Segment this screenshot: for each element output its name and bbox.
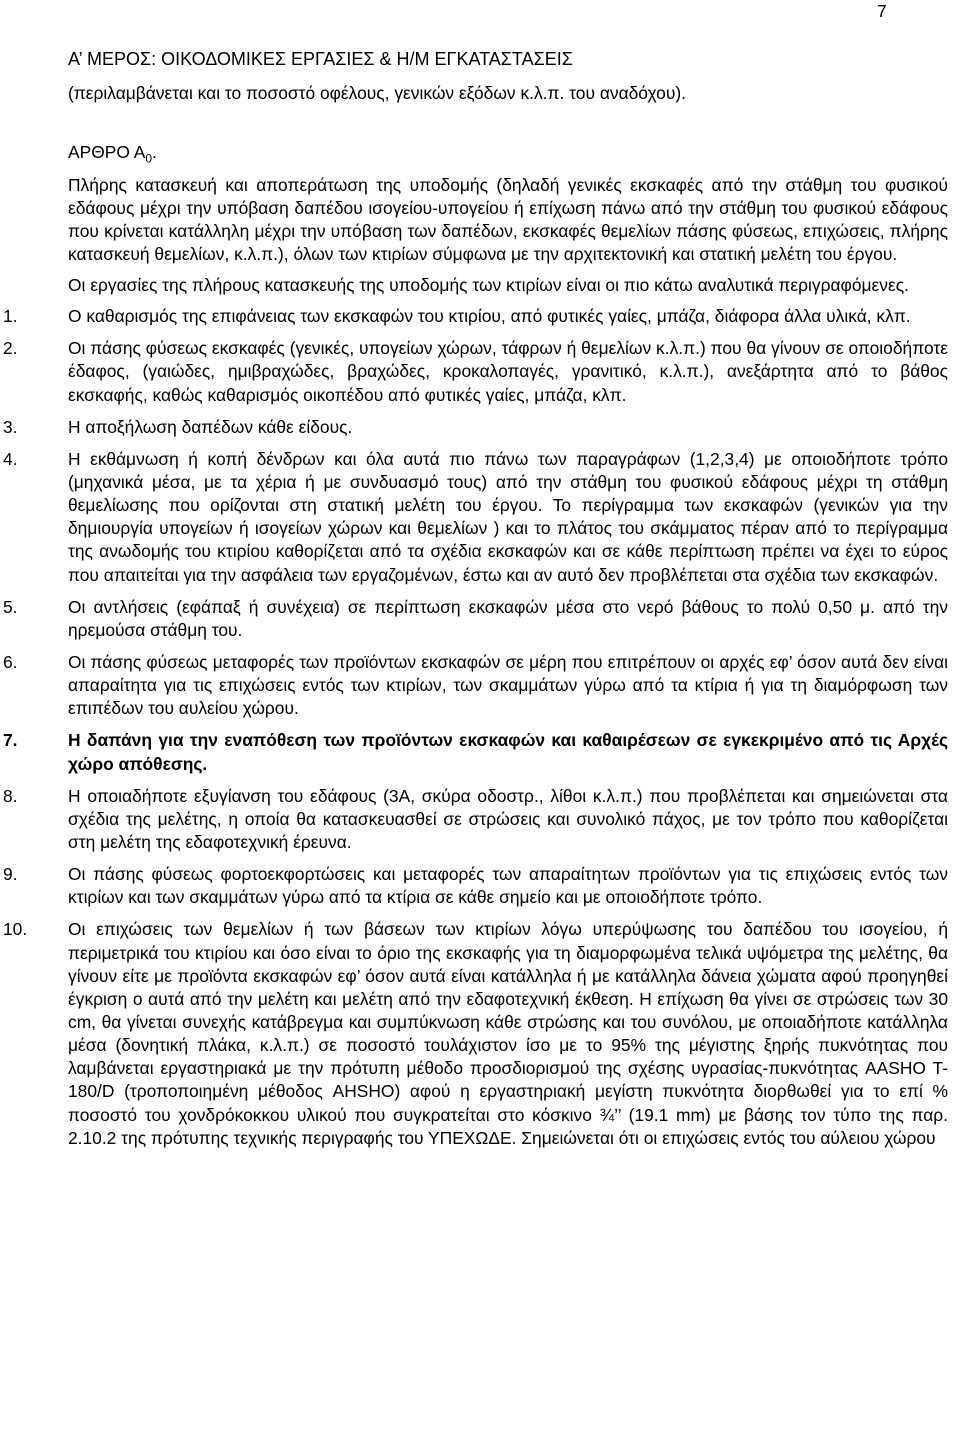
item-number: 8. [3, 785, 18, 806]
list-item [3, 448, 948, 587]
item-text: Η δαπάνη για την εναπόθεση των προϊόντων εκσκαφών και καθαιρέσεων σε εγκεκριμένο από τις Αρχές χώρο απόθεσης. [68, 730, 948, 774]
intro-paragraph: Πλήρης κατασκευή και αποπεράτωση της υποδομής (δηλαδή γενικές εκσκαφές από την στάθμη του φυσικού εδάφους μέχρι την υπόβαση δαπέδου ισογείου-υπογείου ή επίχωση πάνω από την στάθμη του φυσικού εδάφους που κρίνεται κατάλληλη μέχρι την υπόβαση των δαπέδων, εκσκαφές θεμελίων πάσης φύσεως, επιχώσεις, πλήρης κατασκευή θεμελίων, κ.λ.π.), όλων των κτιρίων σύμφωνα με την αρχιτεκτονική και στατική μελέτη του έργου. [68, 174, 948, 264]
item-number: 6. [3, 652, 18, 673]
article-title-text: ΑΡΘΡΟ Α [68, 142, 146, 163]
item-text: Οι επιχώσεις των θεμελίων ή των βάσεων των κτιρίων λόγω υπερύψωσης του δαπέδου του ισογείου, ή περιμετρικά του κτιρίου και όσο είναι το όριο της εκσκαφής για τη διαμορφωμένα τελικά υψόμετρα της μελέτης, θα γίνουν είτε με προϊόντα εκσκαφών εφ’ όσον αυτά είναι κατάλληλα ή με κατάλληλα δάνεια χώματα αφού προηγηθεί έγκριση ο αυτά από την μελέτη και μελέτη από την εδαφοτεχνική έκθεση. Η επίχωση θα γίνει σε στρώσεις των 30 cm, θα γίνεται συνεχής κατάβρεγμα και συμπύκνωση κάθε στρώσης και του συνόλου, με οποιαδήποτε κατάλληλα μέσα (δονητική πλάκα, κ.λ.π.) σε ποσοστό τουλάχιστον ίσο με το 95% της μέγιστης ξηρής πυκνότητας που λαμβάνεται εργαστηριακά με την πρότυπη μέθοδο προσδιορισμού της σχέσης υγρασίας-πυκνότητας AASHO T-180/D (τροποποιημένη μέθοδος AHSHO) αφού η εργαστηριακή μεγίστη πυκνότητα διορθωθεί για το επί % ποσοστό του χονδρόκοκκου υλικού που συγκρατείται στο κόσκινο ¾’’ (19.1 mm) με βάσης τον τύπο της παρ. 2.10.2 της πρότυπης τεχνικής περιγραφής του ΥΠΕΧΩΔΕ. Σημειώνεται ότι οι επιχώσεις εντός του αύλειου χώρου [68, 919, 948, 1148]
list-item [3, 337, 948, 406]
item-text: Η εκθάμνωση ή κοπή δένδρων και όλα αυτά πιο πάνω των παραγράφων (1,2,3,4) με οποιοδήποτε τρόπο (μηχανικά μέσα, με τα χέρια ή με συνδυασμό τους) από την στάθμη του φυσικού εδάφους μέχρι τη στάθμη θεμελίωσης που ορίζονται στη στατική μελέτη του έργου. Το περίγραμμα των εκσκαφών (γενικών για την δημιουργία υπογείων ή ισογείων χώρων και θεμελίων ) και το πλάτος του σκάμματος πέραν από το περίγραμμα της ανωδομής του κτιρίου καθορίζεται από τα σχέδια εκσκαφών και σε κάθε περίπτωση πρέπει να έχει το εύρος που απαιτείται για την ασφάλεια των εργαζομένων, έστω και αν αυτό δεν προβλέπεται στα σχέδια των εκσκαφών. [68, 448, 948, 585]
work-items-list [3, 305, 948, 1150]
item-number: 4. [3, 448, 18, 469]
list-item [3, 785, 948, 854]
document-body [3, 48, 948, 1159]
list-item [3, 918, 948, 1149]
item-number: 3. [3, 416, 18, 437]
item-text: Οι πάσης φύσεως μεταφορές των προϊόντων εκσκαφών σε μέρη που επιτρέπουν οι αρχές εφ’ όσον αυτά δεν είναι απαραίτητα για τις επιχώσεις εντός των κτιρίων, των σκαμμάτων γύρω από τα κτίρια ή για τη διαμόρφωση των επιπέδων του αυλείου χώρου. [68, 652, 948, 719]
item-text: Οι αντλήσεις (εφάπαξ ή συνέχεια) σε περίπτωση εκσκαφών μέσα στο νερό βάθους το πολύ 0,50 μ. από την ηρεμούσα στάθμη του. [68, 596, 948, 640]
item-text: Η αποξήλωση δαπέδων κάθε είδους. [68, 416, 353, 437]
item-text: Η οποιαδήποτε εξυγίανση του εδάφους (3Α, σκύρα οδοστρ., λίθοι κ.λ.π.) που προβλέπεται και σημειώνεται στα σχέδια της μελέτης, η οποία θα κατασκευασθεί σε στρώσεις και συνολικό πάχος, με τον τρόπο που καθορίζεται στη μελέτη της εδαφοτεχνική έρευνα. [68, 785, 948, 853]
list-item [3, 305, 948, 328]
item-number: 10. [3, 919, 28, 940]
item-number: 7. [3, 730, 18, 751]
article-title [68, 141, 948, 167]
item-text: Ο καθαρισμός της επιφάνειας των εκσκαφών του κτιρίου, από φυτικές γαίες, μπάζα, διάφορα άλλα υλικά, κλπ. [68, 306, 911, 327]
section-subheading: (περιλαμβάνεται και το ποσοστό οφέλους, γενικών εξόδων κ.λ.π. του αναδόχου). [68, 82, 686, 103]
item-number: 5. [3, 596, 18, 617]
list-item [3, 596, 948, 642]
list-item [3, 416, 948, 439]
item-number: 2. [3, 338, 18, 359]
item-number: 1. [3, 306, 18, 327]
section-heading: Α’ ΜΕΡΟΣ: ΟΙΚΟΔΟΜΙΚΕΣ ΕΡΓΑΣΙΕΣ & Η/Μ ΕΓΚΑΤΑΣΤΑΣΕΙΣ [68, 49, 573, 69]
item-number: 9. [3, 864, 18, 885]
second-paragraph: Οι εργασίες της πλήρους κατασκευής της υποδομής των κτιρίων είναι οι πιο κάτω αναλυτικά περιγραφόμενες. [68, 275, 909, 296]
list-item [3, 863, 948, 909]
article-subscript: 0 [145, 151, 153, 166]
list-item [3, 729, 948, 775]
page-number: 7 [877, 1, 887, 21]
article-title-suffix: . [152, 142, 157, 163]
list-item [3, 651, 948, 720]
item-text: Οι πάσης φύσεως εκσκαφές (γενικές, υπογείων χώρων, τάφρων ή θεμελίων κ.λ.π.) που θα γίνουν σε οποιοδήποτε έδαφος, (γαιώδες, ημιβραχώδες, βραχώδες, κροκαλοπαγές, γρανιτικό, κ.λ.π.), ανεξάρτητα από το βάθος εκσκαφής, καθώς καθαρισμός οικοπέδου από φυτικές γαίες, μπάζα, κλπ. [68, 338, 948, 405]
item-text: Οι πάσης φύσεως φορτοεκφορτώσεις και μεταφορές των απαραίτητων προϊόντων για τις επιχώσεις εντός των κτιρίων και των σκαμμάτων γύρω από τα κτίρια σε κάθε σημείο και με οποιοδήποτε τρόπο. [68, 864, 948, 908]
